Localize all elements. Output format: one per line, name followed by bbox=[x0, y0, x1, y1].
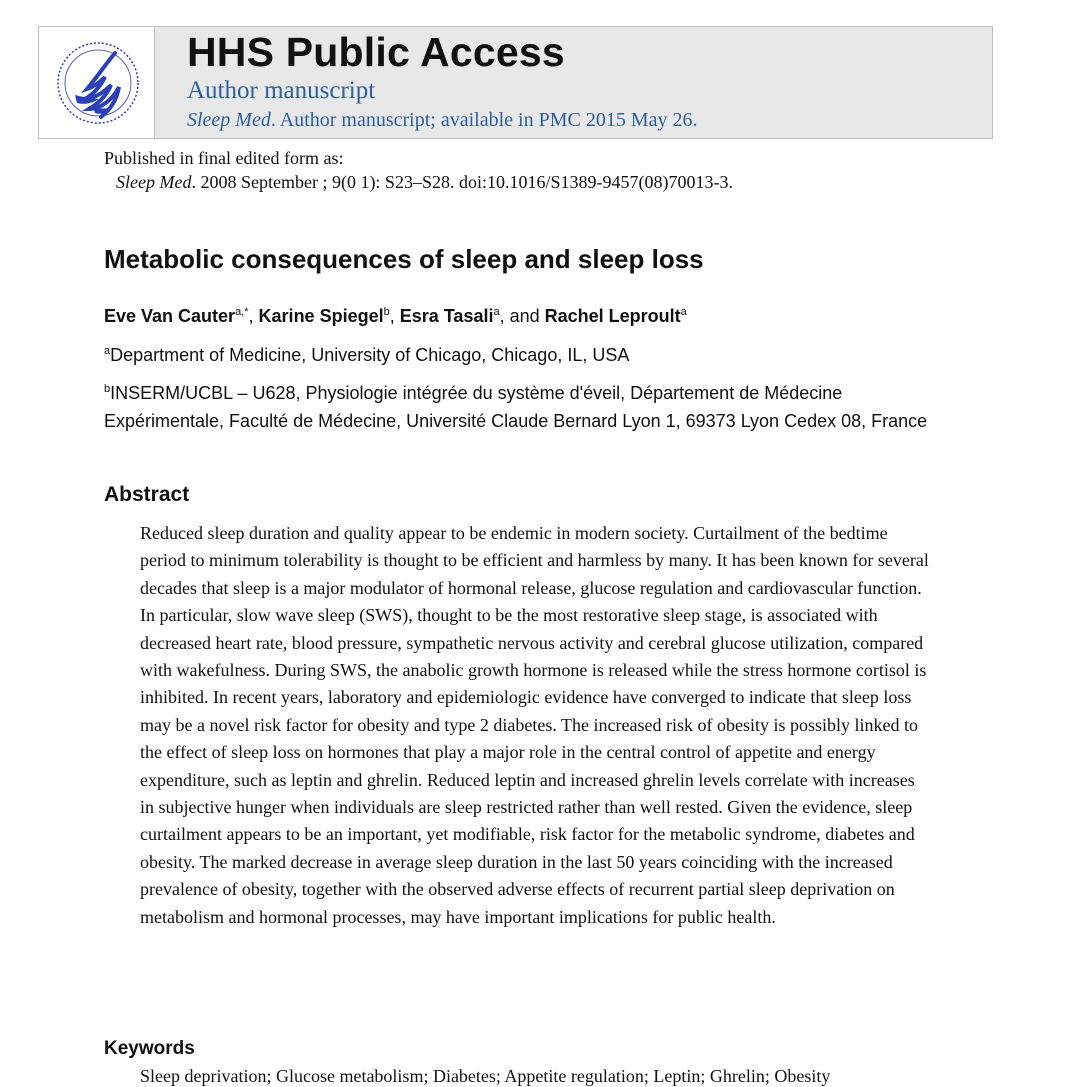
banner-title: HHS Public Access bbox=[187, 29, 565, 75]
published-label: Published in final edited form as: bbox=[104, 148, 344, 168]
affiliation-b bbox=[104, 375, 954, 435]
author-affiliation-marker: a bbox=[493, 306, 500, 318]
availability-line bbox=[187, 109, 697, 132]
author-name: Rachel Leproult bbox=[544, 306, 681, 326]
hhs-eagle-icon bbox=[53, 37, 143, 129]
affiliation-marker: a bbox=[104, 345, 111, 357]
affiliation-a bbox=[104, 337, 954, 369]
affiliation-text: Department of Medicine, University of Chicago, Chicago, IL, USA bbox=[110, 345, 630, 365]
article-title: Metabolic consequences of sleep and sleep loss bbox=[104, 244, 704, 274]
author-name: Karine Spiegel bbox=[258, 306, 384, 326]
affiliation-marker: b bbox=[104, 383, 111, 395]
author-separator: , bbox=[248, 306, 259, 326]
author-separator: , and bbox=[499, 306, 545, 326]
keywords-text: Sleep deprivation; Glucose metabolism; Diabetes; Appetite regulation; Leptin; Ghrelin; Obesity bbox=[140, 1066, 831, 1086]
citation-text: . 2008 September ; 9(0 1): S23–S28. doi:10.1016/S1389-9457(08)70013-3. bbox=[191, 172, 733, 192]
keywords-heading: Keywords bbox=[104, 1038, 195, 1059]
availability-text: . Author manuscript; available in PMC 2015 May 26. bbox=[270, 109, 698, 131]
publication-info bbox=[104, 146, 733, 194]
author-name: Eve Van Cauter bbox=[104, 306, 236, 326]
hhs-logo bbox=[39, 27, 155, 138]
citation-line bbox=[104, 170, 733, 194]
hhs-banner bbox=[38, 26, 993, 139]
abstract-heading: Abstract bbox=[104, 483, 190, 506]
author-affiliation-marker: a,* bbox=[235, 306, 249, 318]
author-affiliation-marker: a bbox=[680, 306, 687, 318]
affiliation-text: INSERM/UCBL – U628, Physiologie intégrée du système d'éveil, Département de Médecine Expérimentale, Faculté de Médecine, Université Claude Bernard Lyon 1, 69373 Lyon Cedex 08, France bbox=[104, 383, 928, 431]
manuscript-label: Author manuscript bbox=[187, 77, 376, 104]
author-separator: , bbox=[389, 306, 400, 326]
journal-name[interactable]: Sleep Med bbox=[187, 109, 271, 131]
abstract-text: Reduced sleep duration and quality appear to be endemic in modern society. Curtailment of the bedtime period to minimum tolerability is thought to be efficient and harmless by many. It has been known for several decades that sleep is a major modulator of hormonal release, glucose regulation and cardiovascular function. In particular, slow wave sleep (SWS), thought to be the most restorative sleep stage, is associated with decreased heart rate, blood pressure, sympathetic nervous activity and cerebral glucose utilization, compared with wakefulness. During SWS, the anabolic growth hormone is released while the stress hormone cortisol is inhibited. In recent years, laboratory and epidemiologic evidence have converged to indicate that sleep loss may be a novel risk factor for obesity and type 2 diabetes. The increased risk of obesity is possibly linked to the effect of sleep loss on hormones that play a major role in the central control of appetite and energy expenditure, such as leptin and ghrelin. Reduced leptin and increased ghrelin levels correlate with increases in subjective hunger when individuals are sleep restricted rather than well rested. Given the evidence, sleep curtailment appears to be an important, yet modifiable, risk factor for the metabolic syndrome, diabetes and obesity. The marked decrease in average sleep duration in the last 50 years coinciding with the increased prevalence of obesity, together with the observed adverse effects of recurrent partial sleep deprivation on metabolism and hormonal processes, may have important implications for public health. bbox=[140, 523, 929, 927]
author-name: Esra Tasali bbox=[399, 306, 494, 326]
author-list bbox=[104, 306, 687, 327]
citation-journal: Sleep Med bbox=[116, 172, 192, 192]
author-affiliation-marker: b bbox=[383, 306, 390, 318]
